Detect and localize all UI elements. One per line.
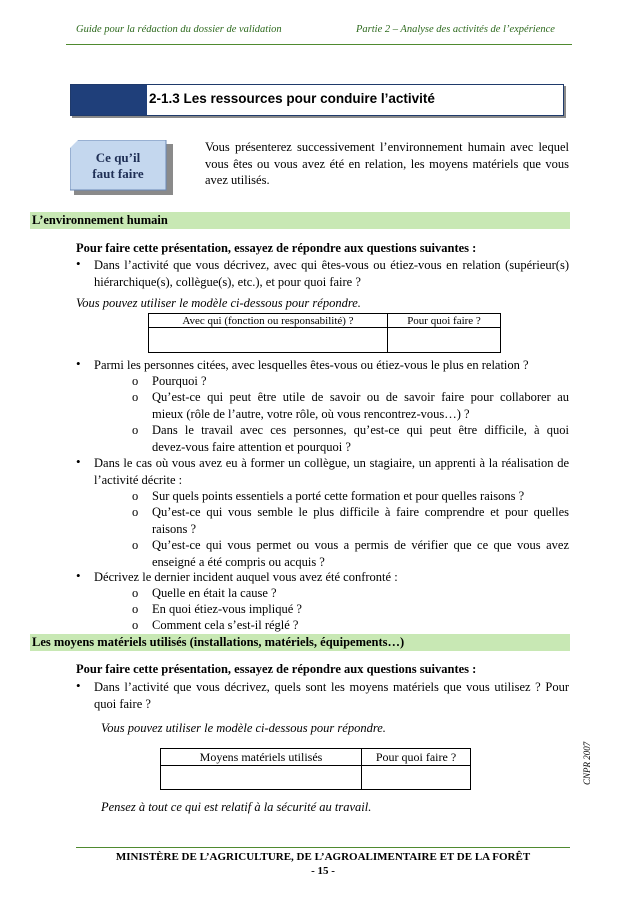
header-right: Partie 2 – Analyse des activités de l’expérience: [356, 24, 555, 35]
env-bullet-1-line: hiérarchique(s), collègue(s), etc.), et pour quoi faire ?: [94, 274, 361, 289]
mat-table-cell[interactable]: [161, 766, 362, 790]
env-b3-sub-2-line: raisons ?: [152, 521, 197, 536]
mat-question-intro: Pour faire cette présentation, essayez de répondre aux questions suivantes :: [76, 662, 477, 676]
side-note: CNPR 2007: [582, 741, 592, 785]
env-b2-sub-2-line: mieux (rôle de l’autre, votre rôle, où vous rencontrez-vous…) ?: [152, 406, 470, 421]
intro-line: vous êtes ou vous avez été en relation, les moyens matériels que vous: [205, 156, 569, 171]
what-to-do-tab: [70, 140, 173, 195]
mat-table-header-means: Moyens matériels utilisés: [161, 749, 362, 766]
intro-line: Vous présenterez successivement l’environnement humain avec lequel: [205, 140, 569, 154]
mat-bullet-1: [94, 679, 569, 712]
env-b2-sub-3-line: devez-vous faire attention et pourquoi ?: [152, 439, 351, 454]
bullet-icon: •: [76, 678, 81, 693]
section-title-box: [70, 84, 564, 116]
tab-label-line-1: Ce qu’il: [95, 150, 141, 165]
sub-bullet-icon: o: [132, 374, 139, 388]
sub-bullet-icon: o: [132, 505, 139, 519]
sub-bullet-icon: o: [132, 538, 139, 552]
env-b3-sub-3-line: Qu’est-ce qui vous permet ou vous a permis de vérifier que ce que vous avez: [152, 538, 569, 552]
sub-bullet-icon: o: [132, 489, 139, 503]
section-title: 2-1.3 Les ressources pour conduire l’activité: [149, 91, 435, 106]
bullet-icon: •: [76, 568, 81, 583]
env-b3-sub-3: [152, 537, 569, 570]
env-b4-sub-1: Quelle en était la cause ?: [152, 586, 277, 600]
sub-bullet-icon: o: [132, 618, 139, 632]
env-b2-sub-2: [152, 389, 569, 422]
env-heading-band: [30, 212, 570, 229]
env-bullet-3: [94, 455, 569, 488]
sub-bullet-icon: o: [132, 602, 139, 616]
env-table: [148, 313, 501, 353]
env-heading: L’environnement humain: [32, 213, 168, 227]
header-rule: [66, 44, 572, 45]
env-model-note: Vous pouvez utiliser le modèle ci-dessous pour répondre.: [76, 296, 361, 310]
env-bullet-1-line: Dans l’activité que vous décrivez, avec qui êtes-vous ou étiez-vous en relation (supérieur(s): [94, 258, 569, 272]
intro-text: [205, 139, 569, 189]
tab-label-line-2: faut faire: [92, 166, 144, 181]
env-b4-sub-2: En quoi étiez-vous impliqué ?: [152, 602, 302, 616]
safety-note: Pensez à tout ce qui est relatif à la sécurité au travail.: [101, 800, 372, 814]
env-table-header-why: Pour quoi faire ?: [388, 314, 501, 328]
env-b4-sub-3: Comment cela s’est-il réglé ?: [152, 618, 299, 632]
env-question-intro: Pour faire cette présentation, essayez de répondre aux questions suivantes :: [76, 241, 477, 255]
sub-bullet-icon: o: [132, 390, 139, 404]
env-table-cell[interactable]: [388, 328, 501, 353]
mat-model-note: Vous pouvez utiliser le modèle ci-dessous pour répondre.: [101, 721, 386, 735]
mat-table-cell[interactable]: [362, 766, 471, 790]
env-bullet-3-line: Dans le cas où vous avez eu à former un collègue, un stagiaire, un apprenti à la réalisation de: [94, 456, 569, 470]
env-b2-sub-3: [152, 422, 569, 455]
header-left: Guide pour la rédaction du dossier de validation: [76, 24, 282, 35]
bullet-icon: •: [76, 256, 81, 271]
env-b3-sub-2-line: Qu’est-ce qui vous semble le plus difficile à faire comprendre et pour quelles: [152, 505, 569, 519]
mat-heading-band: [30, 634, 570, 651]
page-number: - 15 -: [311, 865, 335, 877]
section-title-accent: [71, 85, 147, 115]
footer-ministry: MINISTÈRE DE L’AGRICULTURE, DE L’AGROALIMENTAIRE ET DE LA FORÊT: [115, 851, 531, 863]
env-b2-sub-2-line: Qu’est-ce qui peut être utile de savoir ou de savoir faire pour collaborer au: [152, 390, 569, 404]
env-bullet-3-line: l’activité décrite :: [94, 472, 183, 487]
env-bullet-2: Parmi les personnes citées, avec lesquelles êtes-vous ou étiez-vous le plus en relation ?: [94, 358, 529, 372]
bullet-icon: •: [76, 356, 81, 371]
env-table-cell[interactable]: [149, 328, 388, 353]
env-b3-sub-3-line: enseigné a été compris ou acquis ?: [152, 554, 325, 569]
mat-bullet-1-line: quoi faire ?: [94, 696, 151, 711]
intro-line: avez utilisés.: [205, 173, 270, 187]
mat-table-header-why: Pour quoi faire ?: [362, 749, 471, 766]
bullet-icon: •: [76, 454, 81, 469]
env-bullet-4: Décrivez le dernier incident auquel vous avez été confronté :: [94, 570, 398, 584]
mat-bullet-1-line: Dans l’activité que vous décrivez, quels sont les moyens matériels que vous utilisez ? Pour: [94, 680, 569, 694]
env-b2-sub-1: Pourquoi ?: [152, 374, 207, 388]
mat-heading: Les moyens matériels utilisés (installations, matériels, équipements…): [32, 635, 405, 649]
env-b3-sub-2: [152, 504, 569, 537]
sub-bullet-icon: o: [132, 586, 139, 600]
env-b3-sub-1: Sur quels points essentiels a porté cette formation et pour quelles raisons ?: [152, 489, 525, 503]
footer-rule: [76, 847, 570, 848]
mat-table: [160, 748, 471, 790]
env-bullet-1: [94, 257, 569, 290]
env-table-header-who: Avec qui (fonction ou responsabilité) ?: [149, 314, 388, 328]
env-b2-sub-3-line: Dans le travail avec ces personnes, qu’est-ce qui peut être difficile, à quoi: [152, 423, 569, 437]
sub-bullet-icon: o: [132, 423, 139, 437]
